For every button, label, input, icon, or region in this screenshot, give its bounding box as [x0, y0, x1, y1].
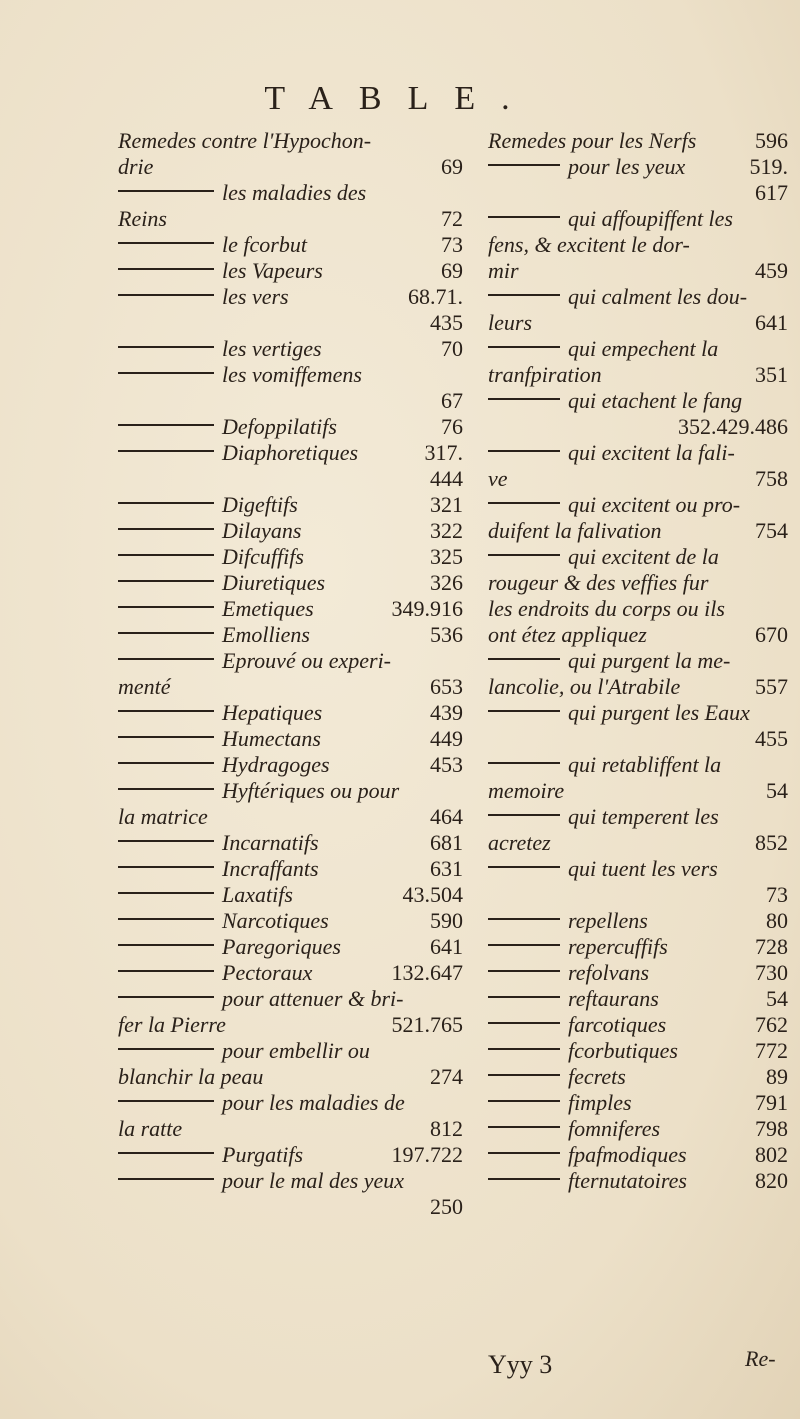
page-number: 791 [755, 1090, 788, 1115]
entry-label: qui purgent les Eaux [568, 700, 750, 725]
entry-label: Incarnatifs [222, 830, 319, 855]
page-number: 730 [755, 960, 788, 985]
entry-label: Digeftifs [222, 492, 298, 517]
index-entry [488, 856, 788, 908]
entry-label: refolvans [568, 960, 650, 985]
entry-label: les Vapeurs [222, 258, 323, 283]
entry-label: qui empechent la [568, 336, 719, 361]
entry-label: reftaurans [568, 986, 659, 1011]
index-entry [118, 648, 463, 700]
page-number: 728 [755, 934, 788, 959]
index-entry [488, 1038, 788, 1064]
index-entry [118, 258, 463, 284]
ditto-rule [488, 554, 560, 556]
ditto-rule [488, 1152, 560, 1154]
entry-label: fcorbutiques [568, 1038, 678, 1063]
entry-continuation: les endroits du corps ou ils [488, 596, 725, 621]
index-entry [488, 804, 788, 856]
ditto-rule [118, 866, 214, 868]
index-entry [488, 336, 788, 388]
page-number: 321 [430, 492, 463, 517]
ditto-rule [488, 216, 560, 218]
index-entry [488, 206, 788, 284]
ditto-rule [118, 1178, 214, 1180]
page-number: 670 [755, 622, 788, 647]
ditto-rule [118, 346, 214, 348]
index-entry [118, 752, 463, 778]
page-number: 641 [755, 310, 788, 335]
ditto-rule [118, 580, 214, 582]
index-entry [118, 128, 463, 180]
entry-label: qui affoupiffent les [568, 206, 733, 231]
index-entry [488, 1064, 788, 1090]
ditto-rule [118, 918, 214, 920]
page-number: 351 [755, 362, 788, 387]
ditto-rule [118, 528, 214, 530]
ditto-rule [488, 866, 560, 868]
entry-continuation: mir [488, 258, 519, 283]
entry-label: qui excitent ou pro- [568, 492, 741, 517]
index-entry [118, 544, 463, 570]
ditto-rule [118, 944, 214, 946]
index-entry [118, 882, 463, 908]
entry-continuation: fens, & excitent le dor- [488, 232, 690, 257]
page-number: 76 [441, 414, 463, 439]
entry-label: Incraffants [222, 856, 319, 881]
ditto-rule [488, 450, 560, 452]
index-entry [488, 154, 788, 206]
entry-label: Emetiques [222, 596, 314, 621]
entry-label: Hyftériques ou pour [222, 778, 400, 803]
page-number: 812 [430, 1116, 463, 1141]
index-entry [488, 492, 788, 544]
ditto-rule [488, 346, 560, 348]
entry-continuation: ve [488, 466, 508, 491]
entry-continuation: Reins [118, 206, 167, 231]
page-number: 590 [430, 908, 463, 933]
page-number: 69 [441, 258, 463, 283]
page-number: 557 [755, 674, 788, 699]
index-entry [118, 908, 463, 934]
index-entry [488, 934, 788, 960]
right-column [488, 128, 788, 1194]
entry-continuation: fer la Pierre [118, 1012, 226, 1037]
entry-label: pour embellir ou [222, 1038, 370, 1063]
ditto-rule [118, 632, 214, 634]
page-number: 641 [430, 934, 463, 959]
entry-label: Humectans [222, 726, 321, 751]
ditto-rule [488, 1022, 560, 1024]
ditto-rule [118, 450, 214, 452]
signature-mark: Yyy 3 [488, 1350, 553, 1379]
ditto-rule [118, 1152, 214, 1154]
entry-continuation: acretez [488, 830, 551, 855]
index-entry [118, 830, 463, 856]
page-number: 352.429.486 [678, 414, 788, 439]
index-entry [488, 908, 788, 934]
entry-label: les vertiges [222, 336, 322, 361]
page-number: 69 [441, 154, 463, 179]
entry-continuation: tranfpiration [488, 362, 602, 387]
ditto-rule [488, 814, 560, 816]
page-number: 449 [430, 726, 463, 751]
ditto-rule [488, 1178, 560, 1180]
entry-label: qui etachent le fang [568, 388, 743, 413]
ditto-rule [118, 892, 214, 894]
page-number: 820 [755, 1168, 788, 1193]
ditto-rule [118, 970, 214, 972]
ditto-rule [118, 840, 214, 842]
page-number: 322 [430, 518, 463, 543]
index-entry [118, 232, 463, 258]
page-number: 70 [441, 336, 463, 361]
index-entry [118, 934, 463, 960]
page-number: 772 [755, 1038, 788, 1063]
index-entry [488, 960, 788, 986]
ditto-rule [118, 606, 214, 608]
page-number: 754 [755, 518, 788, 543]
ditto-rule [488, 1048, 560, 1050]
page-number: 798 [755, 1116, 788, 1141]
entry-label: Defoppilatifs [222, 414, 337, 439]
ditto-rule [118, 242, 214, 244]
ditto-rule [488, 944, 560, 946]
entry-label: fimples [568, 1090, 632, 1115]
page-number: 459 [755, 258, 788, 283]
page-number: 54 [766, 986, 788, 1011]
index-entry [488, 388, 788, 440]
index-entry [118, 622, 463, 648]
index-entry [118, 700, 463, 726]
entry-continuation: la matrice [118, 804, 208, 829]
index-entry [488, 1116, 788, 1142]
page-number: 89 [766, 1064, 788, 1089]
index-entry [488, 284, 788, 336]
ditto-rule [488, 658, 560, 660]
page-number: 758 [755, 466, 788, 491]
page-number: 54 [766, 778, 788, 803]
page-number: 250 [430, 1194, 463, 1219]
index-entry [118, 726, 463, 752]
entry-continuation: ont étez appliquez [488, 622, 647, 647]
ditto-rule [118, 372, 214, 374]
entry-label: Remedes pour les Nerfs [488, 128, 697, 153]
ditto-rule [488, 1126, 560, 1128]
left-column [118, 128, 463, 1220]
entry-label: Emolliens [222, 622, 310, 647]
catchword: Re- [745, 1346, 776, 1371]
ditto-rule [118, 710, 214, 712]
index-entry [488, 1012, 788, 1038]
ditto-rule [118, 268, 214, 270]
entry-label: fomniferes [568, 1116, 661, 1141]
entry-label: pour les maladies de [222, 1090, 405, 1115]
ditto-rule [118, 996, 214, 998]
entry-label: Paregoriques [222, 934, 341, 959]
entry-label: le fcorbut [222, 232, 307, 257]
ditto-rule [118, 1048, 214, 1050]
page-number: 80 [766, 908, 788, 933]
page-number: 73 [441, 232, 463, 257]
entry-label: les vomiffemens [222, 362, 362, 387]
page-number: 326 [430, 570, 463, 595]
index-entry [118, 570, 463, 596]
ditto-rule [488, 1100, 560, 1102]
entry-label: Dilayans [222, 518, 302, 543]
entry-label: les vers [222, 284, 289, 309]
entry-label: fternutatoires [568, 1168, 687, 1193]
index-entry [118, 986, 463, 1038]
page-number: 439 [430, 700, 463, 725]
entry-label: Purgatifs [222, 1142, 304, 1167]
page-number: 68.71. [408, 284, 463, 309]
entry-label: les maladies des [222, 180, 367, 205]
ditto-rule [118, 788, 214, 790]
page-header: TABLE. [264, 80, 536, 117]
index-entry [118, 492, 463, 518]
page-number: 197.722 [391, 1142, 463, 1167]
entry-continuation: la ratte [118, 1116, 183, 1141]
page-number: 631 [430, 856, 463, 881]
ditto-rule [118, 190, 214, 192]
index-entry [118, 284, 463, 336]
entry-label: qui excitent de la [568, 544, 719, 569]
index-entry [118, 414, 463, 440]
index-entry [118, 180, 463, 232]
index-entry [118, 1090, 463, 1142]
entry-label: Narcotiques [222, 908, 329, 933]
entry-label: qui purgent la me- [568, 648, 731, 673]
page-number: 67 [441, 388, 463, 413]
entry-continuation: rougeur & des veffies fur [488, 570, 709, 595]
page-number: 681 [430, 830, 463, 855]
entry-continuation: menté [118, 674, 171, 699]
entry-label: qui temperent les [568, 804, 719, 829]
ditto-rule [118, 658, 214, 660]
index-entry [488, 752, 788, 804]
page-number: 132.647 [391, 960, 463, 985]
ditto-rule [118, 736, 214, 738]
index-entry [118, 1038, 463, 1090]
page-number: 852 [755, 830, 788, 855]
entry-label: fpafmodiques [568, 1142, 687, 1167]
page-number: 519. [749, 154, 788, 179]
ditto-rule [488, 762, 560, 764]
entry-label: Diuretiques [222, 570, 326, 595]
ditto-rule [488, 918, 560, 920]
index-entry [488, 544, 788, 648]
ditto-rule [118, 294, 214, 296]
index-entry [118, 440, 463, 492]
entry-label: Laxatifs [222, 882, 293, 907]
page-number: 596 [755, 128, 788, 153]
page-number: 617 [755, 180, 788, 205]
page-number: 274 [430, 1064, 463, 1089]
page-number: 349.916 [391, 596, 463, 621]
page-number: 453 [430, 752, 463, 777]
ditto-rule [488, 398, 560, 400]
entry-label: Hepatiques [222, 700, 323, 725]
entry-continuation: lancolie, ou l'Atrabile [488, 674, 681, 699]
page-number: 536 [430, 622, 463, 647]
page-number: 455 [755, 726, 788, 751]
ditto-rule [488, 996, 560, 998]
page-number: 653 [430, 674, 463, 699]
entry-label: repellens [568, 908, 648, 933]
page-number: 325 [430, 544, 463, 569]
entry-label: Difcuffifs [222, 544, 304, 569]
entry-label: qui tuent les vers [568, 856, 718, 881]
ditto-rule [118, 762, 214, 764]
entry-label: Eprouvé ou experi- [222, 648, 392, 673]
entry-label: pour le mal des yeux [222, 1168, 405, 1193]
index-entry [118, 336, 463, 362]
ditto-rule [488, 164, 560, 166]
index-entry [118, 778, 463, 830]
entry-label: Diaphoretiques [222, 440, 359, 465]
ditto-rule [488, 1074, 560, 1076]
ditto-rule [488, 294, 560, 296]
index-entry [118, 362, 463, 414]
ditto-rule [118, 424, 214, 426]
page-number: 521.765 [391, 1012, 463, 1037]
ditto-rule [488, 502, 560, 504]
index-entry [488, 1168, 788, 1194]
ditto-rule [118, 502, 214, 504]
index-entry [118, 518, 463, 544]
index-entry [488, 648, 788, 700]
ditto-rule [118, 1100, 214, 1102]
ditto-rule [488, 710, 560, 712]
entry-label: pour les yeux [568, 154, 686, 179]
index-entry [118, 960, 463, 986]
ditto-rule [118, 554, 214, 556]
index-entry [118, 1142, 463, 1168]
entry-continuation: leurs [488, 310, 532, 335]
index-entry [118, 1168, 463, 1220]
entry-continuation: drie [118, 154, 154, 179]
page-number: 435 [430, 310, 463, 335]
page-number: 762 [755, 1012, 788, 1037]
page-number: 73 [766, 882, 788, 907]
entry-label: fecrets [568, 1064, 626, 1089]
page-number: 72 [441, 206, 463, 231]
entry-label: qui calment les dou- [568, 284, 748, 309]
index-entry [488, 440, 788, 492]
entry-label: farcotiques [568, 1012, 667, 1037]
entry-label: qui retabliffent la [568, 752, 722, 777]
entry-label: Pectoraux [222, 960, 313, 985]
page-number: 802 [755, 1142, 788, 1167]
index-entry [488, 128, 788, 154]
index-entry [488, 1090, 788, 1116]
entry-continuation: memoire [488, 778, 565, 803]
index-entry [118, 856, 463, 882]
entry-label: repercuffifs [568, 934, 668, 959]
index-entry [488, 1142, 788, 1168]
index-entry [488, 700, 788, 752]
page-number: 43.504 [402, 882, 463, 907]
entry-label: qui excitent la fali- [568, 440, 735, 465]
entry-label: Remedes contre l'Hypochon- [118, 128, 372, 153]
entry-continuation: blanchir la peau [118, 1064, 264, 1089]
index-entry [118, 596, 463, 622]
entry-continuation: duifent la falivation [488, 518, 662, 543]
page-number: 317. [424, 440, 463, 465]
entry-label: Hydragoges [222, 752, 330, 777]
ditto-rule [488, 970, 560, 972]
index-entry [488, 986, 788, 1012]
page-number: 444 [430, 466, 463, 491]
entry-label: pour attenuer & bri- [222, 986, 404, 1011]
page-number: 464 [430, 804, 463, 829]
